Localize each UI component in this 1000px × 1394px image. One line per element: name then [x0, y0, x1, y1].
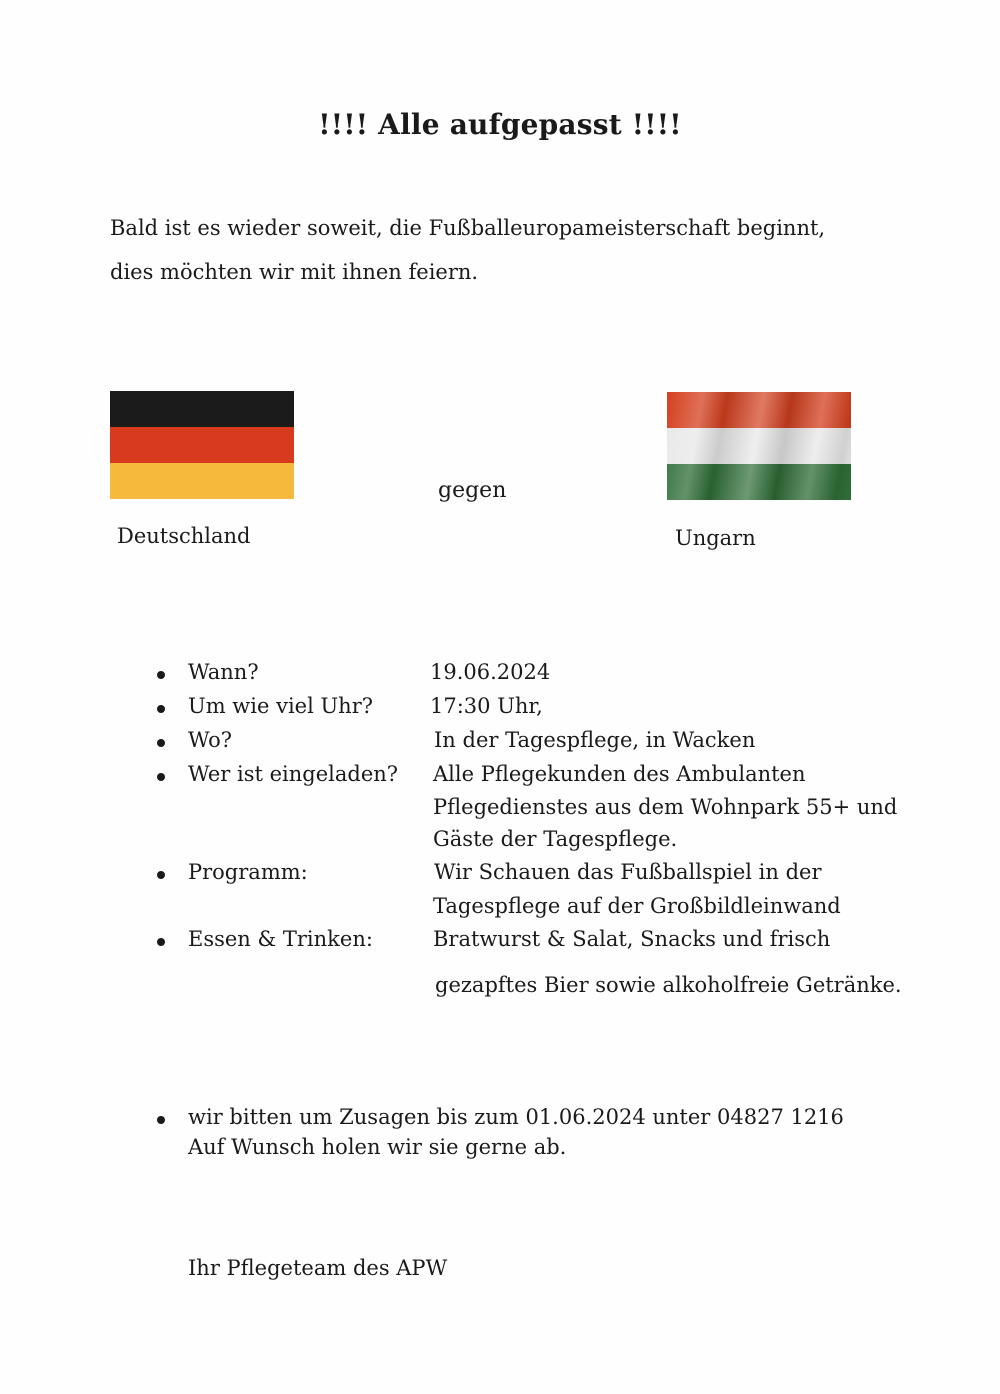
- bullet-icon: [157, 705, 165, 713]
- rsvp-line-2: Auf Wunsch holen wir sie gerne ab.: [188, 1135, 567, 1159]
- detail-value-food-line: Bratwurst & Salat, Snacks und frisch: [433, 927, 831, 951]
- team-left-name: Deutschland: [117, 524, 251, 548]
- detail-label: Um wie viel Uhr?: [188, 694, 374, 718]
- flag-stripe-black: [110, 391, 294, 427]
- bullet-icon: [157, 739, 165, 747]
- detail-value-where: In der Tagespflege, in Wacken: [434, 728, 756, 752]
- flyer-title: !!!! Alle aufgepasst !!!!: [318, 108, 682, 141]
- detail-value-food-line: gezapftes Bier sowie alkoholfreie Getränke.: [435, 973, 902, 997]
- team-right-name: Ungarn: [675, 526, 756, 550]
- bullet-icon: [157, 938, 165, 946]
- detail-label: Wo?: [188, 728, 233, 752]
- detail-value-when: 19.06.2024: [430, 660, 551, 684]
- flag-stripe-gold: [110, 463, 294, 499]
- bullet-icon: [157, 671, 165, 679]
- detail-value-invited-line: Gäste der Tagespflege.: [433, 827, 678, 851]
- detail-value-invited-line: Pflegedienstes aus dem Wohnpark 55+ und: [433, 795, 898, 819]
- signature: Ihr Pflegeteam des APW: [188, 1256, 448, 1280]
- germany-flag-image: [110, 391, 294, 499]
- detail-label: Wer ist eingeladen?: [188, 762, 399, 786]
- versus-label: gegen: [438, 478, 507, 503]
- intro-line-1: Bald ist es wieder soweit, die Fußballeuropameisterschaft beginnt,: [110, 216, 826, 240]
- bullet-icon: [157, 773, 165, 781]
- hungary-flag-image: [667, 392, 851, 500]
- flag-stripe-red: [110, 427, 294, 463]
- bullet-icon: [157, 871, 165, 879]
- rsvp-line-1: wir bitten um Zusagen bis zum 01.06.2024 unter 04827 1216: [188, 1105, 844, 1129]
- bullet-icon: [157, 1116, 165, 1124]
- detail-value-invited-line: Alle Pflegekunden des Ambulanten: [433, 762, 806, 786]
- detail-value-program-line: Tagespflege auf der Großbildleinwand: [433, 894, 841, 918]
- detail-value-program-line: Wir Schauen das Fußballspiel in der: [434, 860, 822, 884]
- intro-line-2: dies möchten wir mit ihnen feiern.: [110, 260, 479, 284]
- detail-value-time: 17:30 Uhr,: [430, 694, 543, 718]
- detail-label: Essen & Trinken:: [188, 927, 373, 951]
- flag-wave-shading: [667, 392, 851, 500]
- detail-label: Programm:: [188, 860, 308, 884]
- detail-label: Wann?: [188, 660, 259, 684]
